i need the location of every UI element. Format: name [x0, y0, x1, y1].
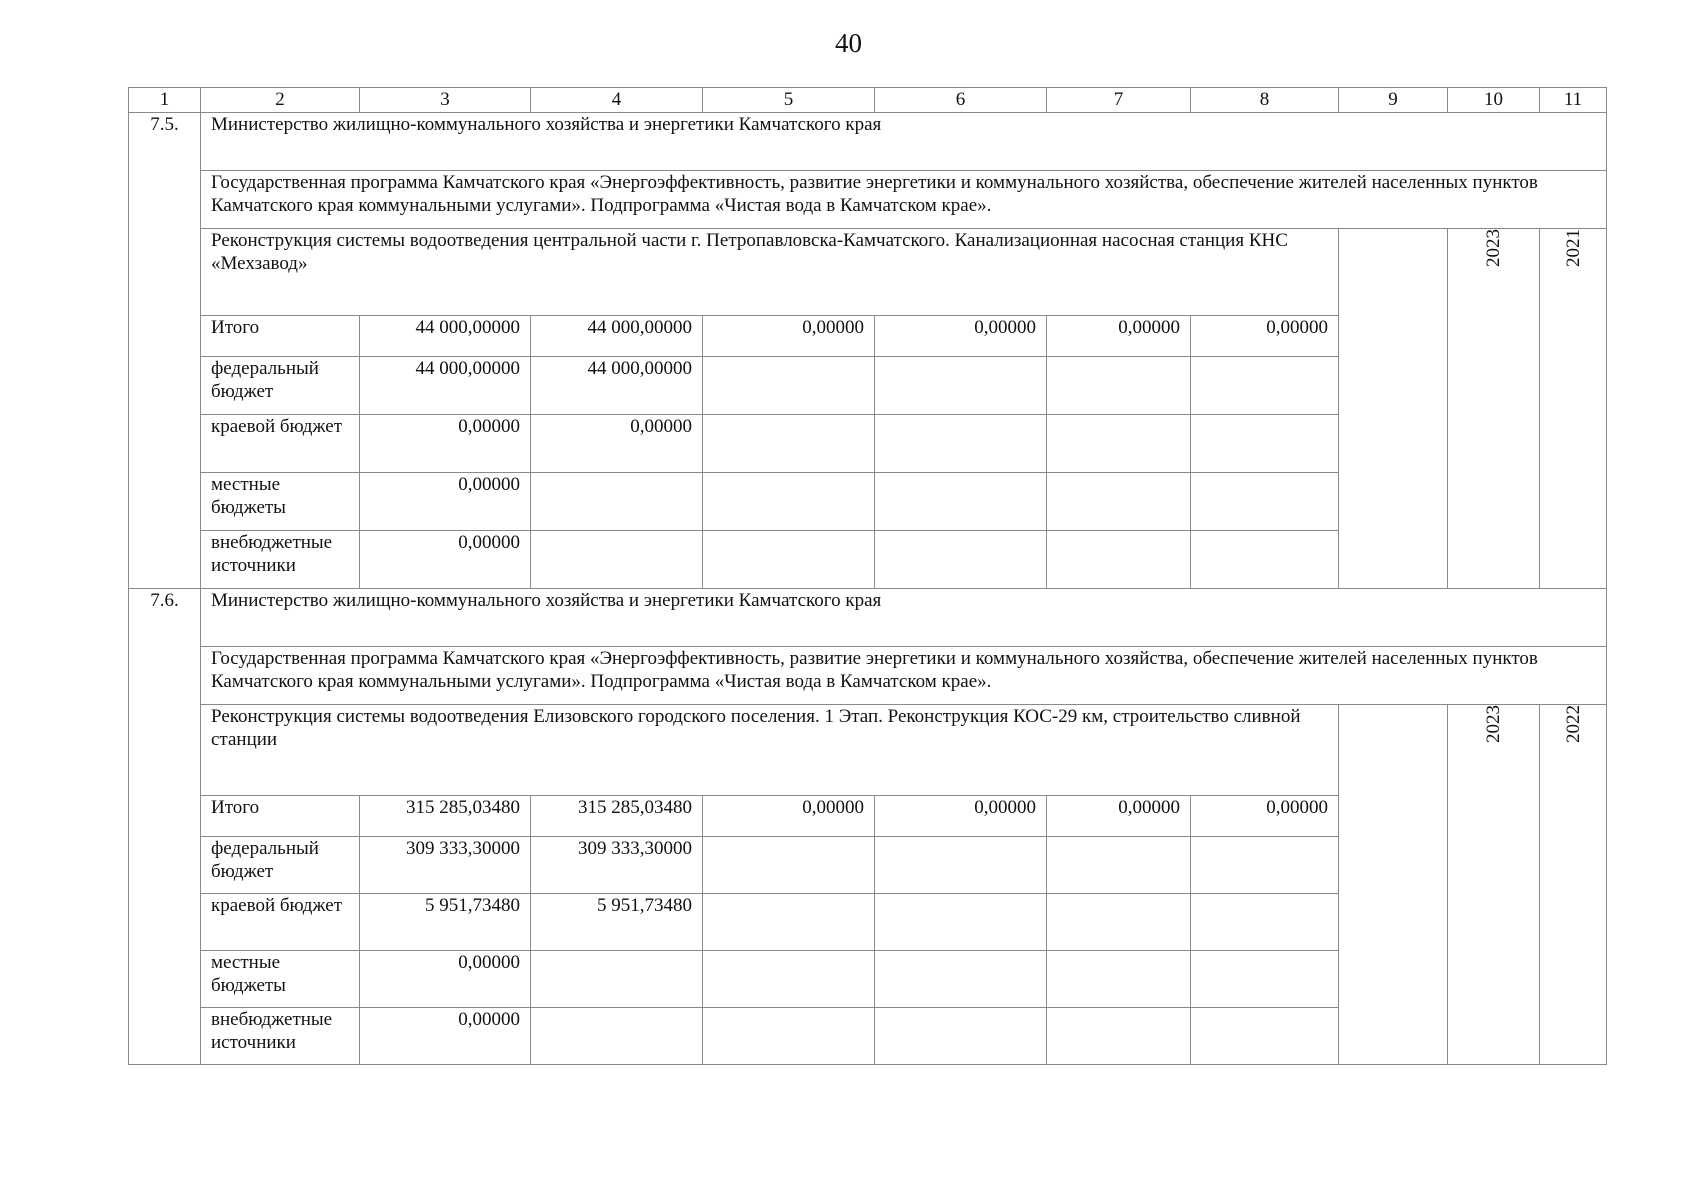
cell-col5 [703, 837, 875, 894]
cell-col3: 0,00000 [360, 415, 531, 473]
cell-col6: 0,00000 [875, 796, 1047, 837]
cell-col3: 0,00000 [360, 1008, 531, 1065]
ministry-name: Министерство жилищно-коммунального хозяйства и энергетики Камчатского края [201, 589, 1607, 647]
end-year-cell [1448, 229, 1540, 589]
cell-col5 [703, 357, 875, 415]
column-header: 5 [703, 88, 875, 113]
section-index: 7.6. [129, 589, 201, 1065]
end-year: 2023 [1483, 705, 1504, 743]
cell-col4: 0,00000 [531, 415, 703, 473]
program-row [129, 171, 1607, 229]
cell-col3: 44 000,00000 [360, 357, 531, 415]
cell-col4 [531, 951, 703, 1008]
cell-col8 [1191, 837, 1339, 894]
cell-col7 [1047, 415, 1191, 473]
cell-col7: 0,00000 [1047, 796, 1191, 837]
cell-col6 [875, 894, 1047, 951]
row-label: местные бюджеты [201, 473, 360, 531]
budget-table [128, 87, 1607, 1065]
program-name: Государственная программа Камчатского края «Энергоэффективность, развитие энергетики и коммунального хозяйства, обеспечение жителей населенных пунктов Камчатского края коммунальными услугами». Подпрограмма «Чистая вода в Камчатском крае». [201, 647, 1607, 705]
cell-col4 [531, 1008, 703, 1065]
cell-col6 [875, 473, 1047, 531]
cell-col6 [875, 951, 1047, 1008]
cell-col7: 0,00000 [1047, 316, 1191, 357]
cell-col4 [531, 473, 703, 531]
cell-col3: 5 951,73480 [360, 894, 531, 951]
column-header: 7 [1047, 88, 1191, 113]
cell-col7 [1047, 357, 1191, 415]
cell-col7 [1047, 473, 1191, 531]
cell-col3: 309 333,30000 [360, 837, 531, 894]
cell-col3: 315 285,03480 [360, 796, 531, 837]
section-index: 7.5. [129, 113, 201, 589]
program-name: Государственная программа Камчатского края «Энергоэффективность, развитие энергетики и коммунального хозяйства, обеспечение жителей населенных пунктов Камчатского края коммунальными услугами». Подпрограмма «Чистая вода в Камчатском крае». [201, 171, 1607, 229]
cell-col8 [1191, 415, 1339, 473]
start-year-cell [1540, 229, 1607, 589]
cell-col4 [531, 531, 703, 589]
cell-col3: 0,00000 [360, 531, 531, 589]
row-label: федеральный бюджет [201, 837, 360, 894]
cell-col5 [703, 473, 875, 531]
cell-col8 [1191, 357, 1339, 415]
cell-col5: 0,00000 [703, 316, 875, 357]
page-number: 40 [835, 28, 862, 58]
cell-col6 [875, 415, 1047, 473]
cell-col7 [1047, 1008, 1191, 1065]
start-year: 2022 [1562, 705, 1584, 743]
cell-col5 [703, 951, 875, 1008]
ministry-row [129, 113, 1607, 171]
column-header: 4 [531, 88, 703, 113]
cell-col8: 0,00000 [1191, 316, 1339, 357]
cell-col6 [875, 531, 1047, 589]
cell-col4: 44 000,00000 [531, 316, 703, 357]
object-row [129, 229, 1607, 316]
row-label: краевой бюджет [201, 894, 360, 951]
cell-col4: 44 000,00000 [531, 357, 703, 415]
cell-col6: 0,00000 [875, 316, 1047, 357]
row-label: краевой бюджет [201, 415, 360, 473]
column-header: 8 [1191, 88, 1339, 113]
cell-col5 [703, 894, 875, 951]
cell-col6 [875, 1008, 1047, 1065]
cell-col8 [1191, 531, 1339, 589]
start-year-cell [1540, 705, 1607, 1065]
row-label: местные бюджеты [201, 951, 360, 1008]
column-header: 6 [875, 88, 1047, 113]
cell-col5: 0,00000 [703, 796, 875, 837]
row-label: внебюджетные источники [201, 531, 360, 589]
ministry-name: Министерство жилищно-коммунального хозяйства и энергетики Камчатского края [201, 113, 1607, 171]
cell-col7 [1047, 837, 1191, 894]
end-year-cell [1448, 705, 1540, 1065]
cell-col8: 0,00000 [1191, 796, 1339, 837]
cell-col6 [875, 357, 1047, 415]
row-label: Итого [201, 316, 360, 357]
row-label: Итого [201, 796, 360, 837]
column-header: 3 [360, 88, 531, 113]
object-name: Реконструкция системы водоотведения центральной части г. Петропавловска-Камчатского. Канализационная насосная станция КНС «Мехзавод» [201, 229, 1339, 316]
row-label: федеральный бюджет [201, 357, 360, 415]
row-label: внебюджетные источники [201, 1008, 360, 1065]
cell-col6 [875, 837, 1047, 894]
cell-col5 [703, 531, 875, 589]
cell-col7 [1047, 951, 1191, 1008]
column-9-cell [1339, 705, 1448, 1065]
column-9-cell [1339, 229, 1448, 589]
cell-col7 [1047, 531, 1191, 589]
cell-col8 [1191, 1008, 1339, 1065]
object-row [129, 705, 1607, 796]
cell-col8 [1191, 473, 1339, 531]
cell-col4: 309 333,30000 [531, 837, 703, 894]
column-header-row [129, 88, 1607, 113]
start-year: 2021 [1562, 229, 1584, 267]
end-year: 2023 [1483, 229, 1504, 267]
column-header: 10 [1448, 88, 1540, 113]
column-header: 9 [1339, 88, 1448, 113]
cell-col3: 0,00000 [360, 951, 531, 1008]
column-header: 1 [129, 88, 201, 113]
object-name: Реконструкция системы водоотведения Елизовского городского поселения. 1 Этап. Реконструкция КОС-29 км, строительство сливной станции [201, 705, 1339, 796]
cell-col4: 315 285,03480 [531, 796, 703, 837]
column-header: 11 [1540, 88, 1607, 113]
cell-col5 [703, 1008, 875, 1065]
cell-col7 [1047, 894, 1191, 951]
program-row [129, 647, 1607, 705]
cell-col8 [1191, 951, 1339, 1008]
cell-col4: 5 951,73480 [531, 894, 703, 951]
cell-col5 [703, 415, 875, 473]
cell-col3: 44 000,00000 [360, 316, 531, 357]
cell-col8 [1191, 894, 1339, 951]
column-header: 2 [201, 88, 360, 113]
cell-col3: 0,00000 [360, 473, 531, 531]
ministry-row [129, 589, 1607, 647]
